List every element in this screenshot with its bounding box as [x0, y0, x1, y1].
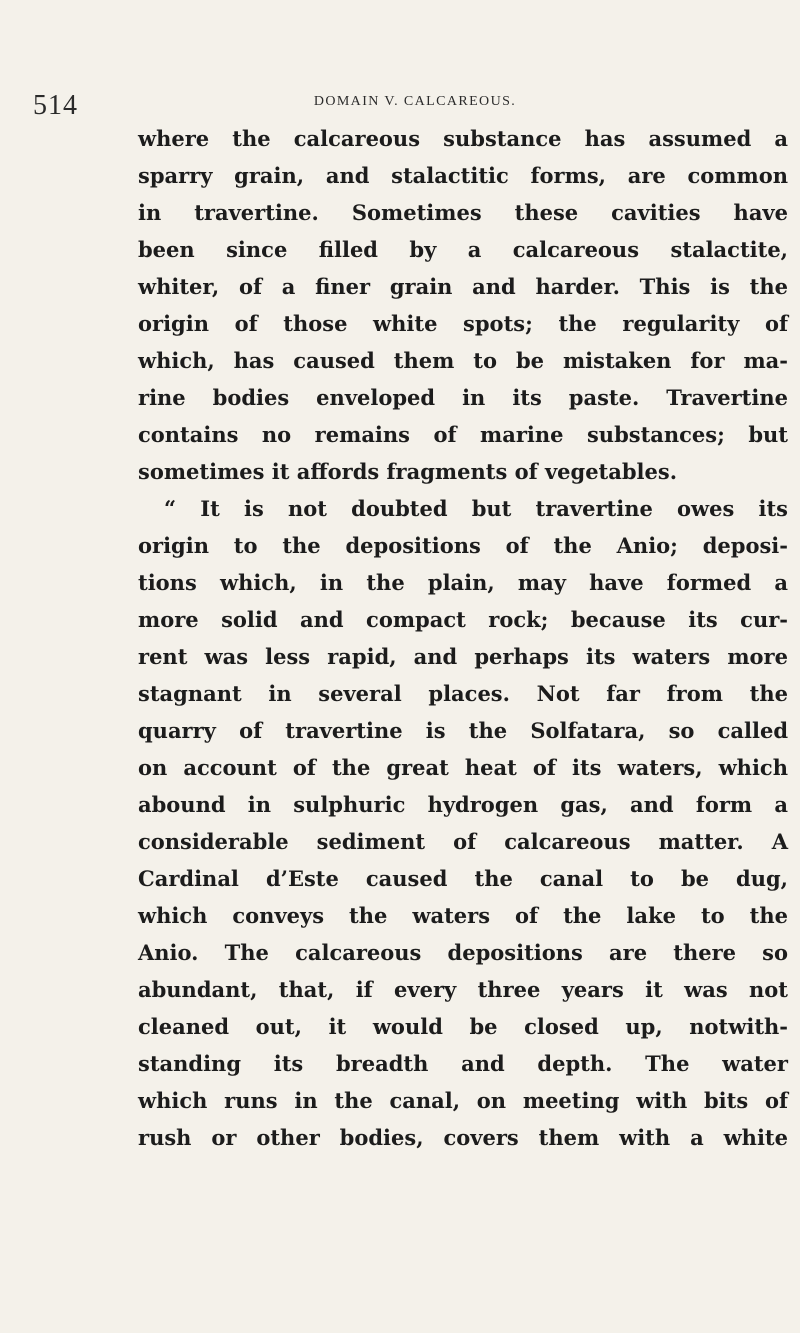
text-line: where the calcareous substance has assumed a — [138, 126, 788, 151]
text-line: considerable sediment of calcareous matter. A — [138, 829, 788, 854]
text-line: in travertine. Sometimes these cavities have — [138, 200, 788, 225]
text-line: rent was less rapid, and perhaps its waters more — [138, 644, 788, 669]
body-text — [138, 120, 788, 1156]
text-line: which runs in the canal, on meeting with bits of — [138, 1088, 788, 1113]
text-line: been since filled by a calcareous stalactite, — [138, 237, 788, 262]
text-line: Anio. The calcareous depositions are there so — [138, 940, 788, 965]
running-head: DOMAIN V. CALCAREOUS. — [313, 94, 517, 109]
text-line: more solid and compact rock; because its cur- — [138, 607, 788, 632]
text-line: contains no remains of marine substances; but — [138, 422, 788, 447]
text-line: rush or other bodies, covers them with a white — [138, 1125, 788, 1150]
page-number: 514 — [33, 90, 78, 121]
text-line: sometimes it affords fragments of vegetables. — [138, 459, 678, 484]
text-line: standing its breadth and depth. The water — [138, 1051, 788, 1076]
text-line: Cardinal d’Este caused the canal to be dug, — [138, 866, 788, 891]
text-line: tions which, in the plain, may have formed a — [138, 570, 788, 595]
text-line: stagnant in several places. Not far from the — [138, 681, 788, 706]
text-line: quarry of travertine is the Solfatara, so called — [138, 718, 788, 743]
text-line: whiter, of a finer grain and harder. This is the — [138, 274, 788, 299]
text-line: abundant, that, if every three years it was not — [138, 977, 788, 1002]
text-line: on account of the great heat of its waters, which — [138, 755, 788, 780]
text-line: “ It is not doubted but travertine owes its — [164, 496, 788, 521]
text-line: which, has caused them to be mistaken for ma- — [138, 348, 788, 373]
text-line: origin of those white spots; the regularity of — [138, 311, 788, 336]
text-line: cleaned out, it would be closed up, notwith- — [138, 1014, 788, 1039]
text-line: origin to the depositions of the Anio; deposi- — [138, 533, 788, 558]
text-line: abound in sulphuric hydrogen gas, and form a — [138, 792, 788, 817]
text-line: rine bodies enveloped in its paste. Travertine — [138, 385, 788, 410]
text-line: which conveys the waters of the lake to the — [138, 903, 788, 928]
text-line: sparry grain, and stalactitic forms, are common — [138, 163, 788, 188]
